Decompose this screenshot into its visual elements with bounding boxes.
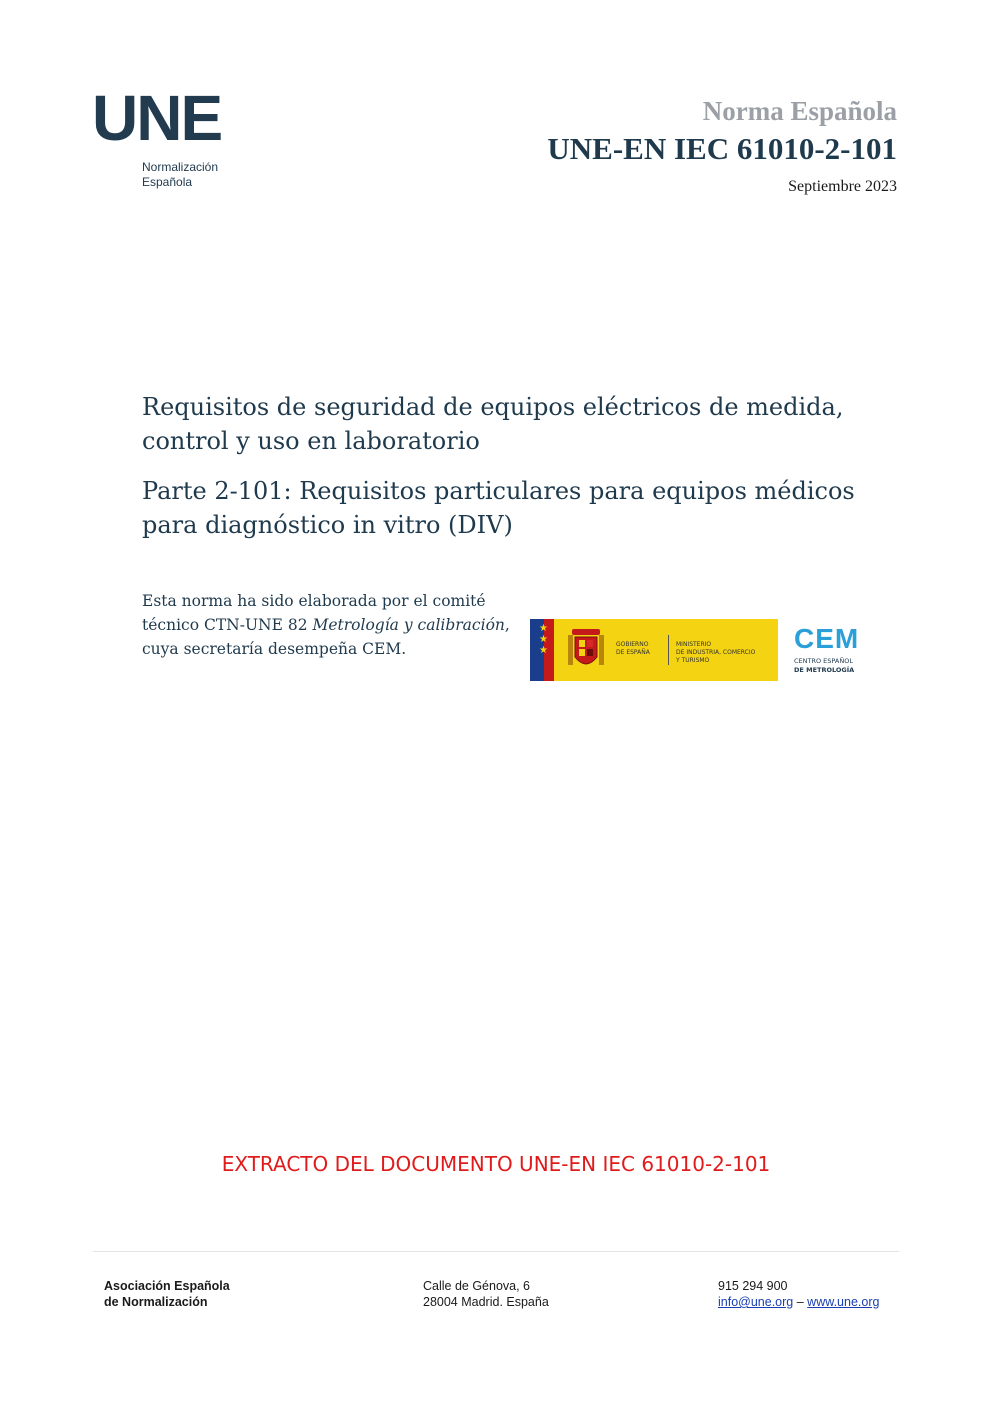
footer-org-line2: de Normalización [104,1295,208,1309]
footer-address-line2: 28004 Madrid. España [423,1295,549,1309]
publication-date: Septiembre 2023 [788,178,897,195]
cem-line2: DE METROLOGÍA [794,666,855,674]
gobierno-logo [530,619,778,681]
une-logo-subtitle [142,160,242,190]
footer-organization [104,1278,230,1310]
footer-address-line1: Calle de Génova, 6 [423,1279,531,1293]
ministerio-line1: MINISTERIO [676,641,712,648]
cem-line1: CENTRO ESPAÑOL [794,657,853,665]
footer-phone: 915 294 900 [718,1279,788,1293]
cem-logo [778,619,884,681]
footer-links [718,1294,879,1310]
extract-notice: EXTRACTO DEL DOCUMENTO UNE-EN IEC 61010-2-101 [221,1152,771,1176]
footer-org-line1: Asociación Española [104,1279,230,1293]
document-part-title: Parte 2-101: Requisitos particulares para equipos médicos para diagnóstico in vitro (DIV) [142,477,855,539]
committee-statement [142,589,512,661]
ministerio-line3: Y TURISMO [676,657,710,664]
footer-divider [93,1251,899,1252]
committee-prefix: Esta norma ha sido elaborada por el comité técnico CTN-UNE 82 [142,592,486,634]
gobierno-text [616,641,650,657]
email-link[interactable]: info@une.org [718,1295,794,1309]
gobierno-line2: DE ESPAÑA [616,649,650,656]
une-logo [92,82,242,198]
standard-code: UNE-EN IEC 61010-2-101 [547,131,897,166]
footer-address [423,1278,549,1310]
norma-label: Norma Española [702,96,897,126]
coat-of-arms-icon [568,627,604,673]
committee-name: Metrología y calibración [312,616,505,634]
cem-logo-mark: CEM [794,623,860,654]
logo-divider [668,635,669,665]
document-title: Requisitos de seguridad de equipos eléctricos de medida, control y uso en laboratorio [142,393,844,455]
eu-stars-icon: ★★★ [538,623,549,656]
une-logo-mark: UNE [92,82,222,154]
website-link[interactable]: www.une.org [807,1295,880,1309]
footer-contact [718,1278,879,1310]
committee-suffix: , cuya secretaría desempeña CEM. [142,616,510,658]
footer-link-separator: – [796,1295,804,1309]
gobierno-line1: GOBIERNO [616,641,649,648]
cem-logo-subtitle [794,657,854,675]
ministerio-line2: DE INDUSTRIA, COMERCIO [676,649,756,656]
une-logo-line2: Española [142,175,193,189]
ministerio-text [676,641,776,665]
une-logo-line1: Normalización [142,160,219,174]
